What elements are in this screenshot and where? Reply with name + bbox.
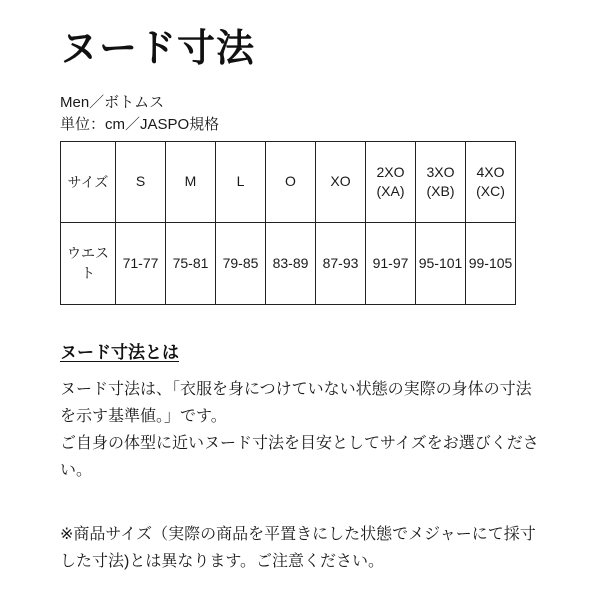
waist-row: [61, 222, 516, 304]
size-code: (XB): [426, 182, 455, 199]
waist-value-cell: 99-105: [466, 222, 516, 304]
size-name: 2XO: [376, 163, 405, 180]
size-label-cell: サイズ: [61, 141, 116, 222]
waist-value-cell: 87-93: [316, 222, 366, 304]
size-name: L: [236, 173, 245, 190]
page-title: ヌード寸法: [60, 28, 256, 70]
description-line-2: ご自身の体型に近いヌード寸法を目安としてサイズをお選びください。: [60, 434, 539, 479]
description-line-1: ヌード寸法は、「衣服を身につけていない状態の実際の身体の寸法を示す基準値。」です。: [60, 380, 532, 425]
size-column-header: [316, 141, 366, 222]
size-name: O: [285, 173, 296, 190]
waist-value-cell: 75-81: [166, 222, 216, 304]
size-name: XO: [330, 173, 351, 190]
waist-value-cell: 91-97: [366, 222, 416, 304]
size-column-header: [466, 141, 516, 222]
size-name: 4XO: [476, 163, 505, 180]
size-column-header: [366, 141, 416, 222]
size-code: (XA): [376, 182, 405, 199]
size-name: 3XO: [426, 163, 455, 180]
size-code: (XC): [476, 182, 505, 199]
category-line: Men／ボトムス: [60, 93, 165, 111]
waist-label-cell: ウエスト: [61, 222, 116, 304]
waist-value-cell: 95-101: [416, 222, 466, 304]
size-table: [60, 141, 516, 305]
waist-value-cell: 79-85: [216, 222, 266, 304]
size-table-header-row: [61, 141, 516, 222]
size-column-header: [116, 141, 166, 222]
product-size-note: ※商品サイズ（実際の商品を平置きにした状態でメジャーにて採寸した寸法)とは異なります。ご注意ください。: [60, 525, 536, 570]
size-column-header: [416, 141, 466, 222]
size-column-header: [216, 141, 266, 222]
unit-standard-line: 単位：cm／JASPO規格: [60, 115, 220, 133]
size-name: S: [135, 173, 146, 190]
nude-measurement-heading: ヌード寸法とは: [60, 342, 179, 362]
waist-value-cell: 83-89: [266, 222, 316, 304]
description-paragraph: [60, 376, 542, 484]
size-column-header: [266, 141, 316, 222]
waist-value-cell: 71-77: [116, 222, 166, 304]
size-name: M: [184, 173, 197, 190]
size-column-header: [166, 141, 216, 222]
